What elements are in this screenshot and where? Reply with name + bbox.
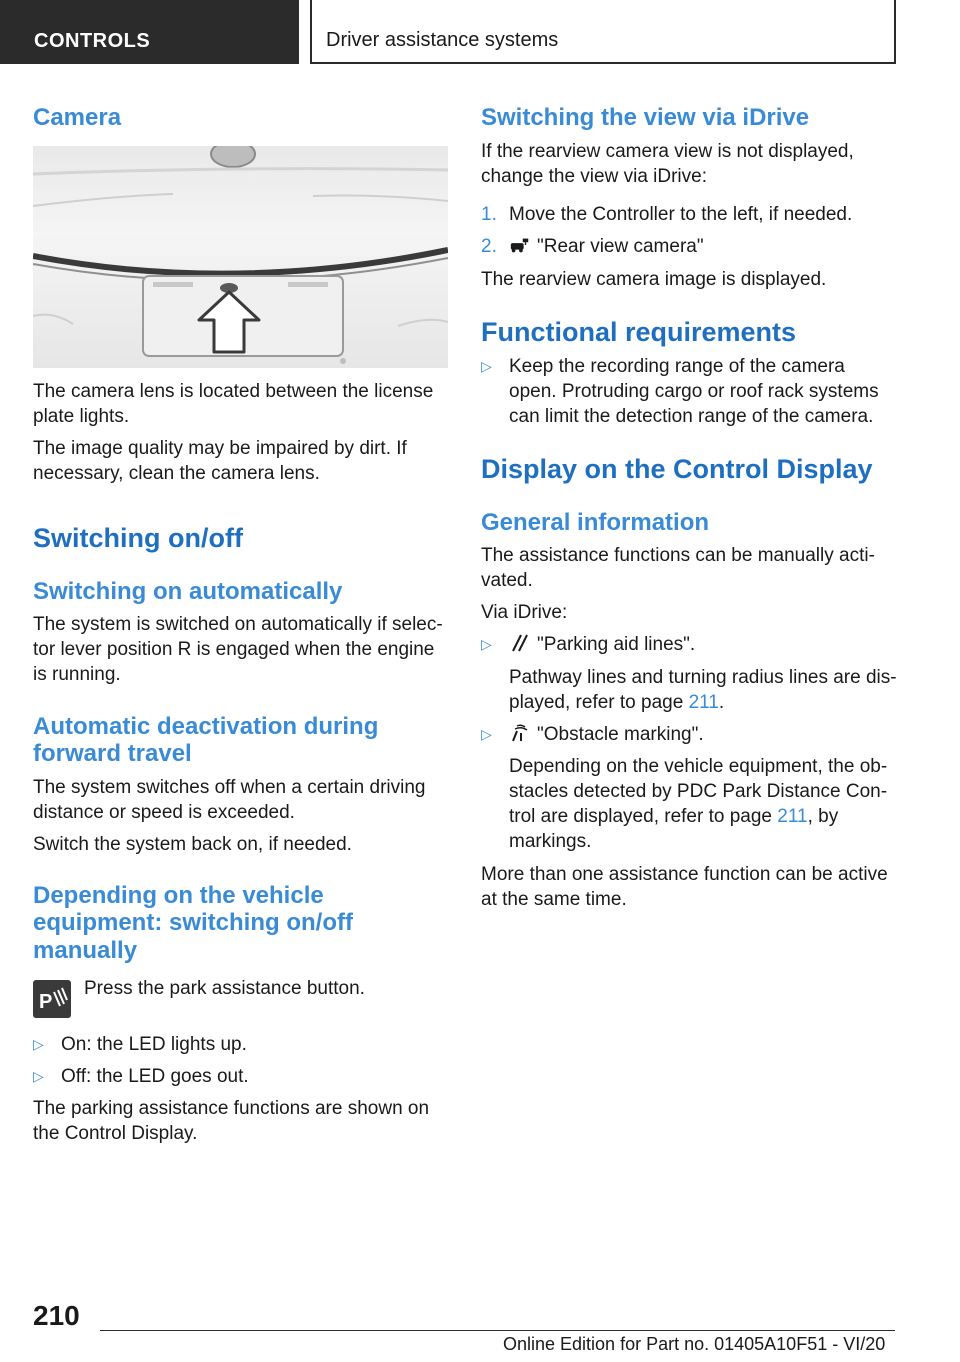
camera-photo-illustration: [33, 146, 448, 368]
deactivation-text: The system switches off when a certain driving distance or speed is exceeded.: [33, 777, 426, 823]
footer-divider: [100, 1330, 895, 1331]
park-assist-button-icon: [33, 980, 71, 1018]
via-idrive-text: Via iDrive:: [481, 602, 568, 623]
camera-location-photo: [33, 146, 448, 368]
general-information-heading: General information: [481, 509, 710, 536]
obstacle-marking-desc: Depending on the vehicle equipment, the ob-stacles detected by PDC Park Distance Con-trol are displayed, refer to page 211, by markings.: [509, 756, 888, 852]
rear-camera-icon: [509, 235, 531, 255]
section-tab: [0, 0, 299, 64]
parking-aid-lines-label: "Parking aid lines".: [537, 634, 696, 655]
camera-heading: Camera: [33, 104, 122, 131]
step-1: 1. Move the Controller to the left, if needed.: [481, 204, 853, 225]
bullet-recording-range: ▷ Keep the recording range of the camera open. Protruding cargo or roof rack systems can limit the detection range of the camera.: [481, 356, 879, 427]
switching-heading: Switching on/off: [33, 523, 243, 553]
bullet-triangle-icon: ▷: [33, 1068, 44, 1084]
switch-back-text: Switch the system back on, if needed.: [33, 834, 352, 855]
page-link-211[interactable]: 211: [777, 806, 808, 827]
camera-location-text: The camera lens is located between the license plate lights.: [33, 381, 434, 427]
bullet-led-off: ▷ Off: the LED goes out.: [33, 1066, 249, 1087]
control-display-text: The parking assistance functions are shown on the Control Display.: [33, 1098, 430, 1144]
auto-switch-text: The system is switched on automatically if selec-tor lever position R is engaged when the engine is running.: [33, 614, 443, 685]
functional-requirements-heading: Functional requirements: [481, 317, 797, 347]
manual-heading-line1: Depending on the vehicle: [33, 882, 324, 909]
bullet-triangle-icon: ▷: [481, 358, 492, 374]
deactivation-heading-line2: forward travel: [33, 740, 192, 767]
general-information-text: The assistance functions can be manually acti-vated.: [481, 545, 875, 591]
section-title: CONTROLS: [34, 30, 151, 52]
page-link-211[interactable]: 211: [688, 692, 719, 713]
chapter-title: Driver assistance systems: [326, 29, 559, 51]
manual-heading-line3: manually: [33, 937, 138, 964]
bullet-parking-aid-lines: [481, 632, 901, 657]
chapter-tab: [310, 0, 896, 64]
view-idrive-text: If the rearview camera view is not displayed, change the view via iDrive:: [481, 141, 854, 187]
rear-view-camera-label: "Rear view camera": [537, 236, 704, 257]
bullet-obstacle-marking: [481, 722, 901, 747]
manual-heading-line2: equipment: switching on/off: [33, 909, 353, 936]
edition-info: Online Edition for Part no. 01405A10F51 - VI/20: [503, 1334, 886, 1354]
bullet-triangle-icon: ▷: [33, 1036, 44, 1052]
step-2: 2. "Rear view camera": [481, 236, 704, 257]
page-number: 210: [33, 1300, 80, 1331]
multiple-functions-text: More than one assistance function can be active at the same time.: [481, 864, 888, 910]
bullet-triangle-icon: ▷: [481, 726, 492, 742]
bullet-triangle-icon: ▷: [481, 636, 492, 652]
bullet-led-on: ▷ On: the LED lights up.: [33, 1034, 247, 1055]
obstacle-marking-label: "Obstacle marking".: [537, 724, 704, 745]
press-button-text: Press the park assistance button.: [84, 978, 365, 999]
view-idrive-heading: Switching the view via iDrive: [481, 104, 810, 131]
control-display-heading: Display on the Control Display: [481, 454, 873, 484]
obstacle-marking-icon: [509, 723, 531, 743]
deactivation-heading-line1: Automatic deactivation during: [33, 713, 379, 740]
parking-aid-lines-desc: Pathway lines and turning radius lines are dis-played, refer to page 211.: [509, 667, 897, 713]
parking-aid-lines-icon: [509, 633, 531, 653]
svg-text:P: P: [39, 991, 53, 1013]
auto-switch-heading: Switching on automatically: [33, 578, 343, 605]
camera-image-displayed-text: The rearview camera image is displayed.: [481, 269, 827, 290]
camera-quality-text: The image quality may be impaired by dirt. If necessary, clean the camera lens.: [33, 438, 407, 484]
